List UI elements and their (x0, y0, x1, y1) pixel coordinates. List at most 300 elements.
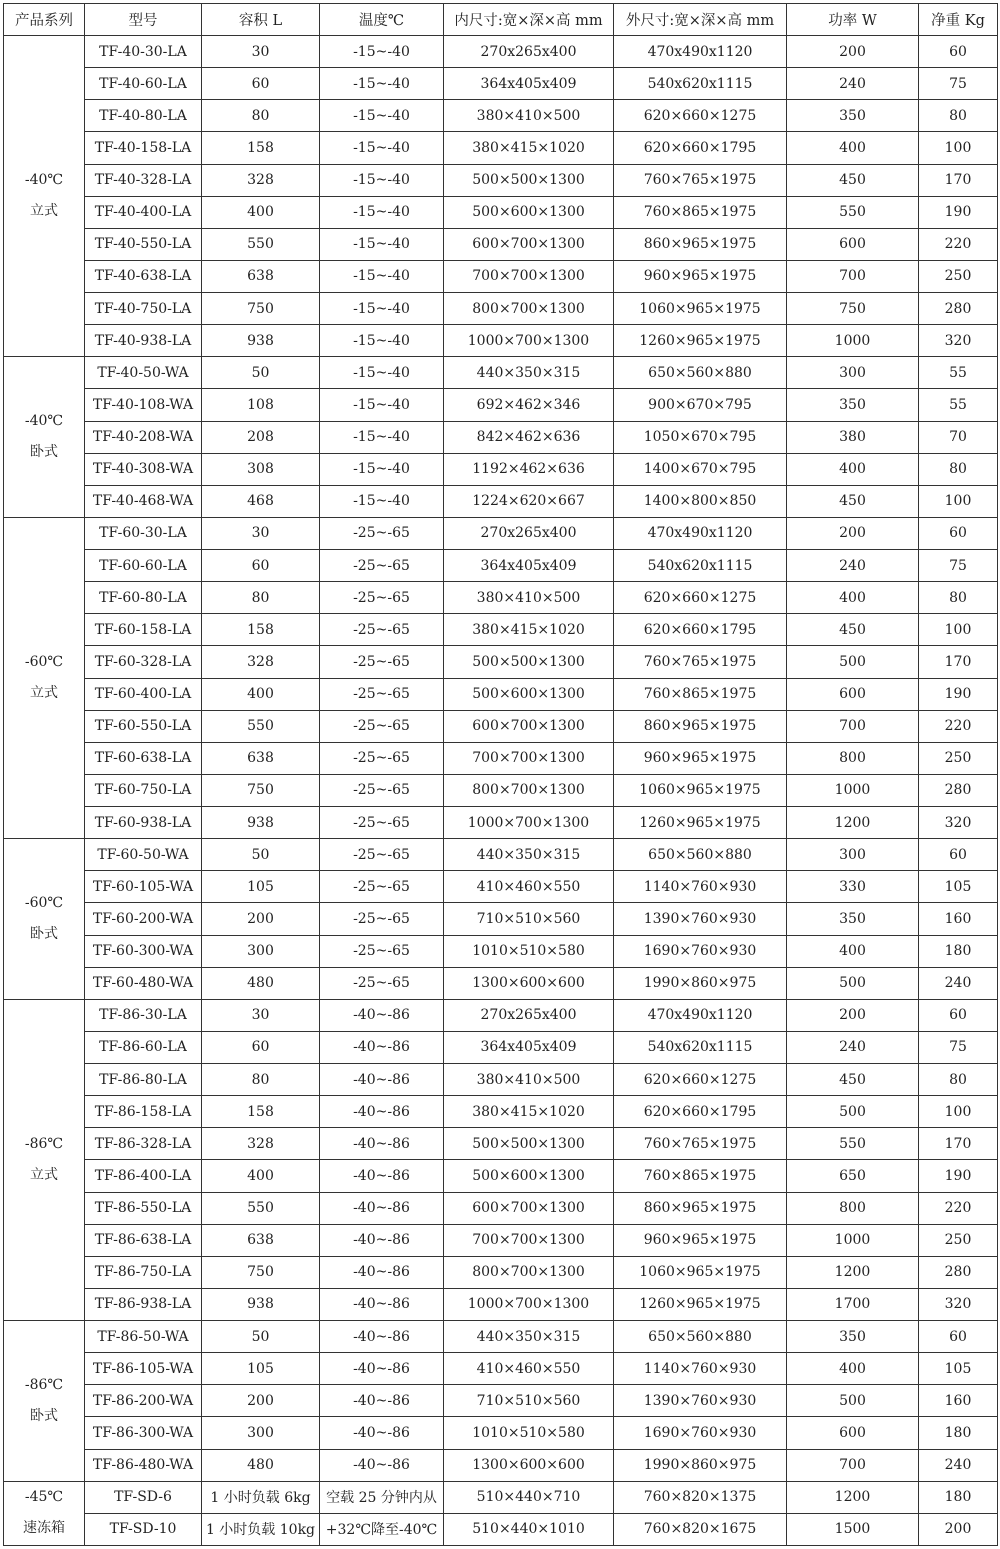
table-cell: -25~-65 (320, 871, 444, 903)
table-cell: TF-40-938-LA (85, 325, 202, 357)
table-cell: 170 (919, 646, 998, 678)
table-cell: 208 (202, 421, 320, 453)
table-cell: 500×600×1300 (444, 196, 614, 228)
table-cell: 710×510×560 (444, 1385, 614, 1417)
table-cell: 50 (202, 839, 320, 871)
table-cell: TF-86-638-LA (85, 1224, 202, 1256)
table-cell: 540x620x1115 (614, 550, 787, 582)
table-cell: -15~-40 (320, 357, 444, 389)
table-cell: TF-60-50-WA (85, 839, 202, 871)
category-cell (4, 999, 85, 1320)
table-cell: 330 (787, 871, 919, 903)
table-cell: 400 (202, 1160, 320, 1192)
table-cell: TF-86-300-WA (85, 1417, 202, 1449)
table-row (4, 1513, 998, 1545)
table-cell: TF-40-308-WA (85, 453, 202, 485)
table-cell: 30 (202, 999, 320, 1031)
table-cell: 600×700×1300 (444, 228, 614, 260)
table-cell: 400 (787, 935, 919, 967)
table-cell: 180 (919, 935, 998, 967)
table-row (4, 1449, 998, 1481)
table-cell: 364x405x409 (444, 68, 614, 100)
table-row (4, 1192, 998, 1224)
table-cell: 638 (202, 260, 320, 292)
table-cell: 250 (919, 260, 998, 292)
table-cell: 380×415×1020 (444, 614, 614, 646)
table-cell: 60 (919, 517, 998, 549)
table-cell: 1 小时负载 6kg (202, 1481, 320, 1513)
table-cell: TF-60-60-LA (85, 550, 202, 582)
table-cell: -40~-86 (320, 1353, 444, 1385)
table-cell: -15~-40 (320, 260, 444, 292)
table-row (4, 36, 998, 68)
table-cell: TF-86-480-WA (85, 1449, 202, 1481)
table-cell: 350 (787, 389, 919, 421)
table-cell: TF-86-50-WA (85, 1321, 202, 1353)
table-cell: 500×600×1300 (444, 1160, 614, 1192)
table-cell: 170 (919, 164, 998, 196)
table-cell: 960×965×1975 (614, 1224, 787, 1256)
table-cell: 364x405x409 (444, 550, 614, 582)
table-cell: 938 (202, 1288, 320, 1320)
table-cell: 700×700×1300 (444, 1224, 614, 1256)
table-cell: 1400×800×850 (614, 485, 787, 517)
table-cell: 470x490x1120 (614, 517, 787, 549)
column-header: 温度℃ (320, 4, 444, 36)
table-cell: 600 (787, 678, 919, 710)
table-cell: -25~-65 (320, 774, 444, 806)
table-cell: 200 (787, 36, 919, 68)
table-cell: -15~-40 (320, 132, 444, 164)
table-cell: 200 (202, 1385, 320, 1417)
column-header: 型号 (85, 4, 202, 36)
table-cell: 105 (919, 871, 998, 903)
table-cell: 620×660×1275 (614, 582, 787, 614)
table-cell: -40~-86 (320, 1321, 444, 1353)
category-cell (4, 517, 85, 838)
table-cell: 30 (202, 36, 320, 68)
table-cell: 1000×700×1300 (444, 1288, 614, 1320)
table-row (4, 742, 998, 774)
table-cell: 800×700×1300 (444, 774, 614, 806)
table-cell: 600 (787, 228, 919, 260)
table-cell: 760×820×1375 (614, 1481, 787, 1513)
table-cell: 540x620x1115 (614, 68, 787, 100)
table-cell: -40~-86 (320, 1160, 444, 1192)
table-cell: 160 (919, 1385, 998, 1417)
table-cell: 450 (787, 164, 919, 196)
category-cell (4, 36, 85, 357)
table-cell: 700 (787, 1449, 919, 1481)
table-cell: -25~-65 (320, 710, 444, 742)
table-cell: TF-86-328-LA (85, 1128, 202, 1160)
table-cell: 650×560×880 (614, 1321, 787, 1353)
table-row (4, 839, 998, 871)
table-cell: 50 (202, 1321, 320, 1353)
table-cell: 200 (787, 517, 919, 549)
table-row (4, 164, 998, 196)
table-cell: 190 (919, 196, 998, 228)
table-cell: -15~-40 (320, 293, 444, 325)
table-cell: 105 (202, 1353, 320, 1385)
table-row (4, 1321, 998, 1353)
table-row (4, 1288, 998, 1320)
table-cell: -40~-86 (320, 1449, 444, 1481)
table-cell: 1690×760×930 (614, 935, 787, 967)
table-row (4, 228, 998, 260)
table-cell: -40~-86 (320, 1385, 444, 1417)
table-cell: 600×700×1300 (444, 710, 614, 742)
table-cell: 400 (202, 196, 320, 228)
table-cell: 105 (919, 1353, 998, 1385)
table-cell: 760×865×1975 (614, 678, 787, 710)
table-cell: 280 (919, 293, 998, 325)
table-row (4, 1096, 998, 1128)
table-cell: -15~-40 (320, 421, 444, 453)
table-cell: TF-86-200-WA (85, 1385, 202, 1417)
table-cell: 620×660×1795 (614, 614, 787, 646)
table-cell: 1260×965×1975 (614, 807, 787, 839)
category-temperature: -40℃ (24, 413, 64, 430)
table-cell: 800 (787, 1192, 919, 1224)
table-cell: 860×965×1975 (614, 710, 787, 742)
column-header: 产品系列 (4, 4, 85, 36)
table-cell: TF-40-30-LA (85, 36, 202, 68)
table-cell: -40~-86 (320, 1288, 444, 1320)
category-temperature: -86℃ (24, 1135, 64, 1152)
table-row (4, 1353, 998, 1385)
table-cell: TF-60-400-LA (85, 678, 202, 710)
table-cell: 350 (787, 1321, 919, 1353)
table-row (4, 614, 998, 646)
category-cell (4, 357, 85, 518)
table-cell: 60 (919, 839, 998, 871)
table-cell: 180 (919, 1417, 998, 1449)
category-type: 立式 (30, 685, 58, 701)
table-cell: 800×700×1300 (444, 1256, 614, 1288)
table-cell: 350 (787, 903, 919, 935)
table-cell: 938 (202, 325, 320, 357)
table-cell: -25~-65 (320, 550, 444, 582)
table-cell: 1140×760×930 (614, 1353, 787, 1385)
table-cell: 760×865×1975 (614, 196, 787, 228)
table-cell: 400 (787, 453, 919, 485)
table-cell: 280 (919, 774, 998, 806)
table-cell: -25~-65 (320, 646, 444, 678)
table-row (4, 132, 998, 164)
table-cell: TF-60-300-WA (85, 935, 202, 967)
table-cell: 1140×760×930 (614, 871, 787, 903)
table-cell: 960×965×1975 (614, 260, 787, 292)
table-cell: -15~-40 (320, 196, 444, 228)
table-row (4, 871, 998, 903)
column-header: 内尺寸:宽×深×高 mm (444, 4, 614, 36)
table-cell: 900×670×795 (614, 389, 787, 421)
table-row (4, 1224, 998, 1256)
table-cell: TF-86-750-LA (85, 1256, 202, 1288)
category-temperature: -45℃ (24, 1489, 64, 1506)
table-cell: -15~-40 (320, 228, 444, 260)
table-cell: -40~-86 (320, 1417, 444, 1449)
table-row (4, 646, 998, 678)
table-cell: 240 (919, 1449, 998, 1481)
table-cell: TF-86-105-WA (85, 1353, 202, 1385)
table-cell: 1390×760×930 (614, 1385, 787, 1417)
table-cell: 380 (787, 421, 919, 453)
table-cell: 400 (787, 582, 919, 614)
table-cell: 1260×965×1975 (614, 1288, 787, 1320)
table-cell: -25~-65 (320, 903, 444, 935)
table-cell: 450 (787, 485, 919, 517)
table-cell: 380×410×500 (444, 1064, 614, 1096)
table-cell: 480 (202, 967, 320, 999)
table-cell: TF-60-328-LA (85, 646, 202, 678)
table-cell: 1050×670×795 (614, 421, 787, 453)
table-cell: 380×415×1020 (444, 132, 614, 164)
column-header: 净重 Kg (919, 4, 998, 36)
table-cell: 1390×760×930 (614, 903, 787, 935)
table-cell: 1010×510×580 (444, 935, 614, 967)
table-cell: 620×660×1795 (614, 132, 787, 164)
table-cell: 300 (202, 935, 320, 967)
table-cell: 860×965×1975 (614, 228, 787, 260)
category-temperature: -60℃ (24, 654, 64, 670)
table-cell: -25~-65 (320, 839, 444, 871)
table-cell: TF-40-108-WA (85, 389, 202, 421)
table-row (4, 293, 998, 325)
table-cell: 158 (202, 614, 320, 646)
table-cell: 450 (787, 614, 919, 646)
table-row (4, 260, 998, 292)
table-cell: 800×700×1300 (444, 293, 614, 325)
table-cell: 190 (919, 1160, 998, 1192)
table-cell: -40~-86 (320, 1128, 444, 1160)
table-cell: -15~-40 (320, 453, 444, 485)
table-row (4, 453, 998, 485)
table-cell: 842×462×636 (444, 421, 614, 453)
table-cell: 250 (919, 742, 998, 774)
table-cell: 200 (787, 999, 919, 1031)
table-cell: 760×765×1975 (614, 164, 787, 196)
table-cell: 1000 (787, 1224, 919, 1256)
table-cell: 80 (202, 582, 320, 614)
table-cell: 650×560×880 (614, 839, 787, 871)
table-cell: 1200 (787, 1256, 919, 1288)
table-cell: 750 (787, 293, 919, 325)
table-cell: 410×460×550 (444, 1353, 614, 1385)
table-cell: 550 (202, 228, 320, 260)
table-cell: 620×660×1275 (614, 100, 787, 132)
table-cell: -40~-86 (320, 1192, 444, 1224)
table-cell: TF-40-750-LA (85, 293, 202, 325)
table-cell: 750 (202, 293, 320, 325)
table-cell: 410×460×550 (444, 871, 614, 903)
table-cell: 760×765×1975 (614, 1128, 787, 1160)
table-cell: 1060×965×1975 (614, 293, 787, 325)
table-cell: 1200 (787, 807, 919, 839)
table-cell: 320 (919, 325, 998, 357)
table-row (4, 196, 998, 228)
table-cell: TF-60-200-WA (85, 903, 202, 935)
table-row (4, 710, 998, 742)
table-cell: 1000×700×1300 (444, 325, 614, 357)
table-cell: 500×600×1300 (444, 678, 614, 710)
table-cell: -15~-40 (320, 36, 444, 68)
table-cell: TF-60-638-LA (85, 742, 202, 774)
table-cell: 440×350×315 (444, 1321, 614, 1353)
table-cell: 270x265x400 (444, 517, 614, 549)
table-cell: 75 (919, 1031, 998, 1063)
category-type: 立式 (30, 1166, 58, 1183)
table-cell: TF-40-400-LA (85, 196, 202, 228)
table-cell: 100 (919, 132, 998, 164)
table-cell: 240 (919, 967, 998, 999)
table-cell: 80 (919, 1064, 998, 1096)
table-cell: 710×510×560 (444, 903, 614, 935)
category-type: 卧式 (30, 444, 58, 461)
table-cell: -40~-86 (320, 1031, 444, 1063)
table-cell: 100 (919, 614, 998, 646)
table-cell: 1224×620×667 (444, 485, 614, 517)
table-cell: 1000 (787, 325, 919, 357)
table-cell: -15~-40 (320, 485, 444, 517)
table-cell: 500×500×1300 (444, 164, 614, 196)
table-cell: 700×700×1300 (444, 742, 614, 774)
table-cell: 1400×670×795 (614, 453, 787, 485)
table-cell: 1990×860×975 (614, 1449, 787, 1481)
table-cell: 400 (787, 1353, 919, 1385)
table-cell: 760×820×1675 (614, 1513, 787, 1545)
table-cell: 450 (787, 1064, 919, 1096)
table-cell: 510×440×710 (444, 1481, 614, 1513)
table-row (4, 1417, 998, 1449)
table-cell: 938 (202, 807, 320, 839)
table-row (4, 1128, 998, 1160)
table-cell: 550 (787, 196, 919, 228)
table-cell: -15~-40 (320, 100, 444, 132)
table-cell: TF-86-550-LA (85, 1192, 202, 1224)
table-cell: 480 (202, 1449, 320, 1481)
table-cell: 550 (202, 1192, 320, 1224)
table-cell: 170 (919, 1128, 998, 1160)
table-cell: +32℃降至-40℃ (320, 1513, 444, 1545)
table-row (4, 774, 998, 806)
table-row (4, 389, 998, 421)
table-cell: 1 小时负载 10kg (202, 1513, 320, 1545)
category-type: 卧式 (30, 1407, 58, 1424)
table-cell: -25~-65 (320, 935, 444, 967)
table-cell: 80 (202, 100, 320, 132)
table-cell: 470x490x1120 (614, 36, 787, 68)
table-cell: 70 (919, 421, 998, 453)
table-cell: TF-86-30-LA (85, 999, 202, 1031)
table-cell: 440×350×315 (444, 839, 614, 871)
table-cell: 100 (919, 1096, 998, 1128)
table-cell: 440×350×315 (444, 357, 614, 389)
table-cell: TF-40-80-LA (85, 100, 202, 132)
table-cell: 240 (787, 1031, 919, 1063)
table-row (4, 1481, 998, 1513)
table-cell: TF-60-480-WA (85, 967, 202, 999)
spec-table (3, 3, 998, 1546)
table-cell: 860×965×1975 (614, 1192, 787, 1224)
table-row (4, 1031, 998, 1063)
table-cell: TF-40-208-WA (85, 421, 202, 453)
table-cell: 468 (202, 485, 320, 517)
table-cell: TF-60-30-LA (85, 517, 202, 549)
table-cell: TF-40-50-WA (85, 357, 202, 389)
table-cell: TF-86-158-LA (85, 1096, 202, 1128)
table-cell: 364x405x409 (444, 1031, 614, 1063)
table-cell: 1060×965×1975 (614, 774, 787, 806)
table-cell: 158 (202, 1096, 320, 1128)
table-cell: 75 (919, 550, 998, 582)
table-cell: 60 (919, 999, 998, 1031)
table-row (4, 1385, 998, 1417)
category-cell (4, 1321, 85, 1482)
table-cell: 320 (919, 807, 998, 839)
table-cell: TF-40-550-LA (85, 228, 202, 260)
table-cell: TF-60-750-LA (85, 774, 202, 806)
table-cell: 1300×600×600 (444, 967, 614, 999)
table-cell: 1500 (787, 1513, 919, 1545)
table-cell: TF-86-400-LA (85, 1160, 202, 1192)
table-cell: -15~-40 (320, 325, 444, 357)
category-type: 速冻箱 (23, 1520, 65, 1537)
table-cell: 400 (787, 132, 919, 164)
table-cell: 240 (787, 550, 919, 582)
table-cell: 240 (787, 68, 919, 100)
table-cell: -40~-86 (320, 1064, 444, 1096)
category-cell (4, 839, 85, 1000)
table-cell: 158 (202, 132, 320, 164)
table-cell: 760×765×1975 (614, 646, 787, 678)
category-temperature: -40℃ (24, 172, 64, 189)
table-cell: 1000×700×1300 (444, 807, 614, 839)
table-cell: 700 (787, 710, 919, 742)
table-cell: 50 (202, 357, 320, 389)
table-cell: 80 (919, 453, 998, 485)
table-cell: 540x620x1115 (614, 1031, 787, 1063)
table-cell: 500×500×1300 (444, 1128, 614, 1160)
table-cell: 60 (202, 550, 320, 582)
table-cell: 638 (202, 742, 320, 774)
table-cell: 30 (202, 517, 320, 549)
table-row (4, 1256, 998, 1288)
table-cell: 350 (787, 100, 919, 132)
table-cell: 300 (787, 357, 919, 389)
table-cell: TF-60-158-LA (85, 614, 202, 646)
table-cell: -25~-65 (320, 582, 444, 614)
table-cell: 400 (202, 678, 320, 710)
table-cell: 550 (787, 1128, 919, 1160)
table-cell: 200 (202, 903, 320, 935)
table-cell: 620×660×1275 (614, 1064, 787, 1096)
table-cell: -40~-86 (320, 1256, 444, 1288)
table-cell: 300 (202, 1417, 320, 1449)
table-cell: 750 (202, 774, 320, 806)
table-cell: 105 (202, 871, 320, 903)
table-body (4, 36, 998, 1546)
table-cell: 280 (919, 1256, 998, 1288)
table-cell: 320 (919, 1288, 998, 1320)
table-cell: 55 (919, 389, 998, 421)
table-row (4, 807, 998, 839)
table-row (4, 1064, 998, 1096)
table-cell: TF-86-80-LA (85, 1064, 202, 1096)
column-header: 外尺寸:宽×深×高 mm (614, 4, 787, 36)
table-row (4, 325, 998, 357)
